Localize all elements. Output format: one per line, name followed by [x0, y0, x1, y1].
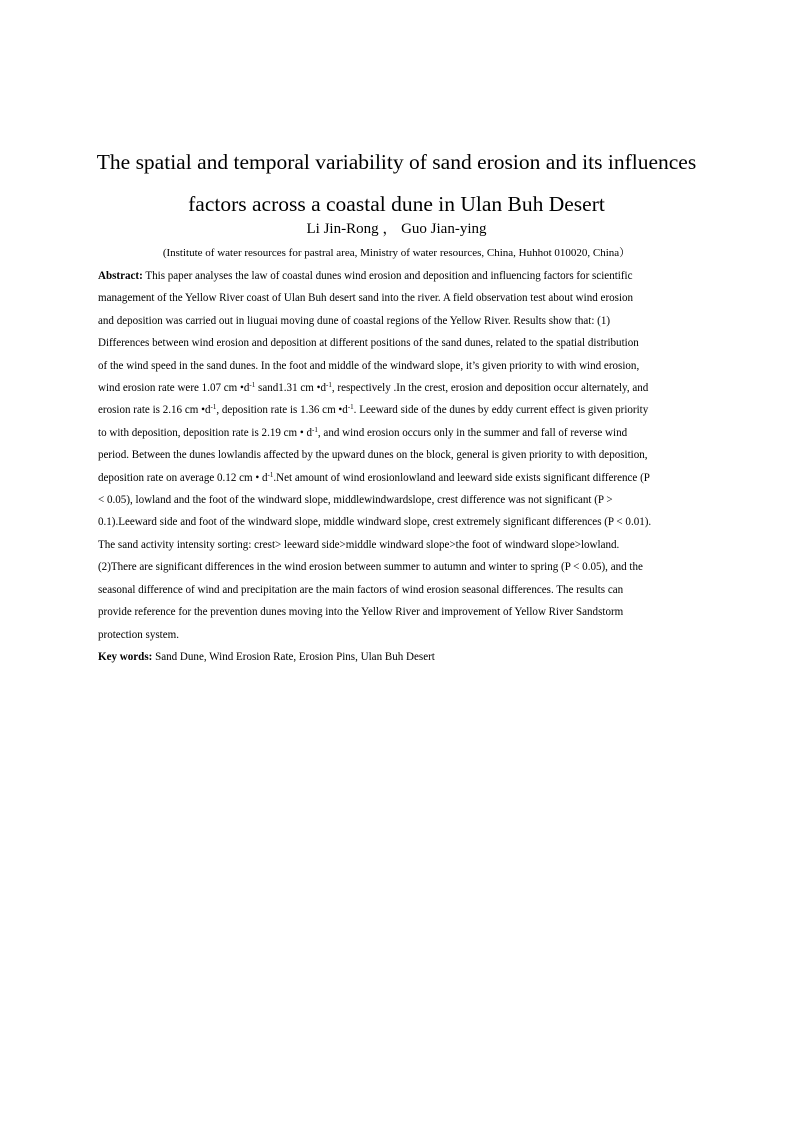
superscript: -1 — [347, 403, 354, 412]
abstract-line: The sand activity intensity sorting: crest> leeward side>middle windward slope>the foot of windward slope>lowland. — [98, 538, 620, 551]
abstract-line: of the wind speed in the sand dunes. In the foot and middle of the windward slope, it’s given priority to with wind erosion, — [98, 359, 640, 372]
keywords — [98, 646, 702, 668]
abstract-line: seasonal difference of wind and precipitation are the main factors of wind erosion seasonal differences. The results can — [98, 583, 624, 596]
abstract-text: deposition rate on average 0.12 cm • d — [98, 471, 268, 484]
abstract-line: 0.1).Leeward side and foot of the windward slope, middle windward slope, crest extremely significant differences (P < 0.01). — [98, 516, 652, 529]
abstract-text: , respectively .In the crest, erosion and deposition occur alternately, and — [331, 382, 649, 395]
abstract-line: protection system. — [98, 628, 179, 641]
superscript: -1 — [249, 381, 256, 390]
abstract-paragraph — [98, 265, 702, 646]
authors: Li Jin-Rong ， Guo Jian-ying — [306, 221, 487, 237]
abstract-line: This paper analyses the law of coastal dunes wind erosion and deposition and influencing factors for scientific — [142, 270, 633, 282]
superscript: -1 — [326, 381, 332, 390]
abstract-line: Differences between wind erosion and deposition at different positions of the sand dunes, related to the spatial distribution — [98, 337, 639, 350]
abstract-line: < 0.05), lowland and the foot of the windward slope, middlewindwardslope, crest difference was not significant (P > — [98, 494, 613, 507]
paper-title — [60, 141, 733, 225]
abstract-line: period. Between the dunes lowlandis affected by the upward dunes on the block, general is given priority to with deposition, — [98, 449, 648, 462]
superscript: -1 — [210, 403, 217, 412]
abstract-text: . Leeward side of the dunes by eddy current effect is given priority — [353, 404, 649, 417]
keywords-label: Key words: — [98, 650, 153, 663]
affiliation: (Institute of water resources for pastral area, Ministry of water resources, China, Huhhot 010020, China） — [162, 247, 631, 259]
abstract-line: (2)There are significant differences in the wind erosion between summer to autumn and winter to spring (P < 0.05), and the — [98, 561, 643, 574]
abstract-text: erosion rate is 2.16 cm •d — [98, 404, 211, 417]
abstract-label: Abstract: — [98, 270, 143, 282]
abstract-line: and deposition was carried out in liuguai moving dune of coastal regions of the Yellow River. Results show that: (1) — [98, 314, 611, 327]
abstract-line: provide reference for the prevention dunes moving into the Yellow River and improvement of Yellow River Sandstorm — [98, 606, 624, 619]
abstract-text: , deposition rate is 1.36 cm •d — [216, 404, 348, 417]
abstract-text: .Net amount of wind erosionlowland and leeward side exists significant difference (P — [273, 471, 650, 484]
keywords-text: Sand Dune, Wind Erosion Rate, Erosion Pins, Ulan Buh Desert — [152, 650, 435, 663]
superscript: -1 — [312, 425, 318, 434]
superscript: -1 — [267, 470, 274, 479]
abstract-text: wind erosion rate were 1.07 cm •d — [98, 382, 250, 395]
title-line-1: The spatial and temporal variability of sand erosion and its influences — [96, 150, 697, 174]
abstract-text: , and wind erosion occurs only in the summer and fall of reverse wind — [317, 426, 628, 439]
abstract-line: management of the Yellow River coast of Ulan Buh desert sand into the river. A field observation test about wind erosion — [98, 292, 634, 305]
title-line-2: factors across a coastal dune in Ulan Buh Desert — [188, 192, 605, 216]
abstract-text: to with deposition, deposition rate is 2.19 cm • d — [98, 426, 313, 439]
abstract-block — [98, 265, 702, 668]
abstract-text: sand1.31 cm •d — [255, 382, 327, 395]
